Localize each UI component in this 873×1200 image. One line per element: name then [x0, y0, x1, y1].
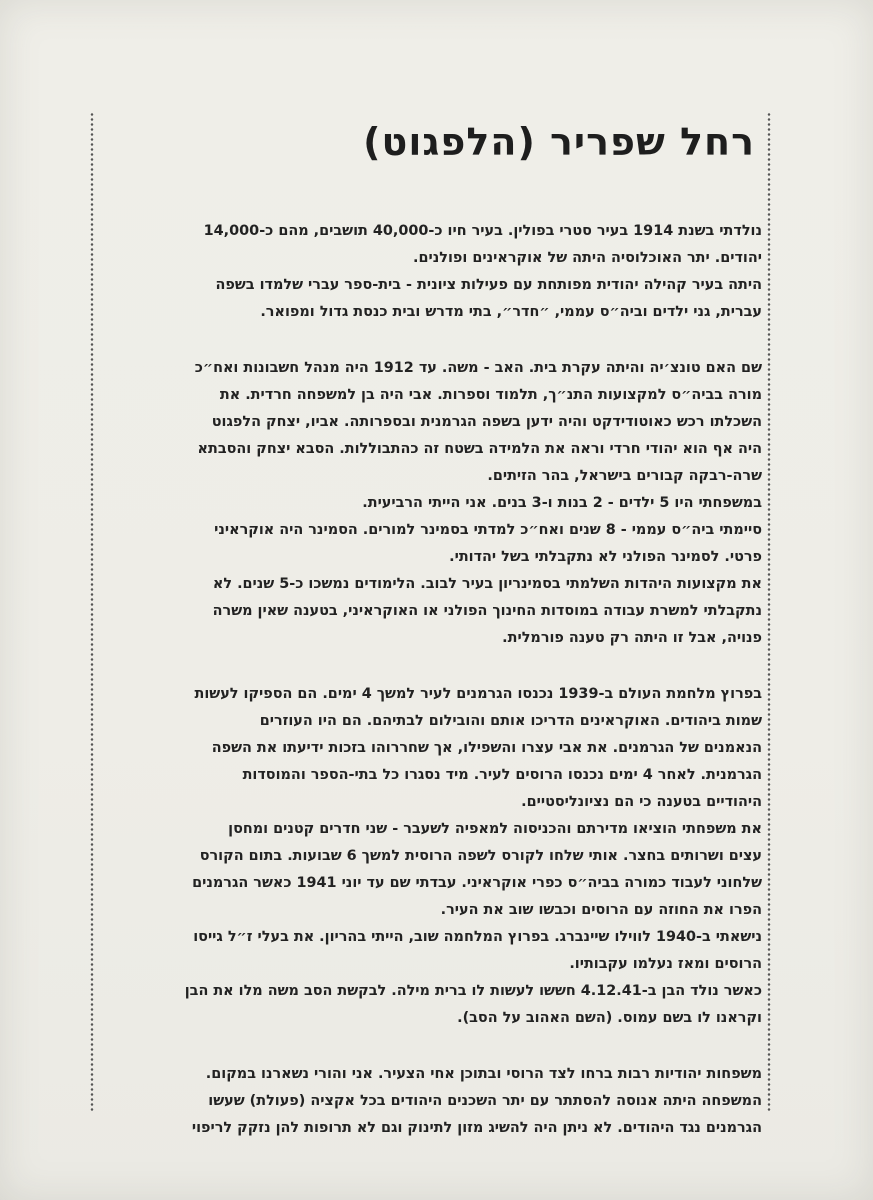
right-dotted-border — [766, 112, 772, 1112]
text-line: הגרמנים נגד היהודים. לא ניתן היה להשיג מזון לתינוק וגם לא תרופות להן נזקק לריפוי — [191, 1120, 762, 1136]
text-line: יהודים. יתר האוכלוסיה היתה של אוקראינים ופולנים. — [413, 250, 762, 266]
text-line: שלחוני לעבוד כמורה בביה״ס כפרי אוקראיני. עבדתי שם עד יוני 1941 כאשר הגרמנים — [192, 875, 762, 891]
text-line: כאשר נולד הבן ב-4.12.41 חששו לעשות לו ברית מילה. לבקשת הסב משה מלו את הבן — [184, 983, 762, 999]
text-line: עברית, גני ילדים וביה״ס עממי, ״חדר״, בתי מדרש ובית כנסת גדול ומפואר. — [260, 304, 762, 320]
text-line: עצים ושרותים בחצר. אותי שלחו לקורס לשפה הרוסית למשך 6 שבועות. בתום הקורס — [199, 848, 762, 864]
text-line: פנויה, אבל זו היתה רק טענה פורמלית. — [502, 630, 762, 646]
text-line: פרטי. לסמינר הפולני לא נתקבלתי בשל יהדותי. — [449, 549, 762, 565]
text-line: הרוסים ומאז נעלמו עקבותיו. — [569, 956, 762, 972]
text-line: נולדתי בשנת 1914 בעיר סטרי בפולין. בעיר חיו כ-40,000 תושבים, מהם כ-14,000 — [203, 223, 762, 239]
text-line: נישאתי ב-1940 לווילו שיינברג. בפרוץ המלחמה שוב, הייתי בהריון. את בעלי ז״ל גייסו — [193, 929, 762, 945]
paragraph-gap — [112, 652, 762, 681]
text-line: את משפחתי הוציאו מדירתם והכניסוה למאפיה לשעבר - שני חדרים קטנים ומחסן — [228, 821, 762, 837]
paragraph-gap — [112, 1032, 762, 1061]
left-dotted-border — [89, 112, 95, 1112]
text-line: משפחות יהודיות רבות ברחו לצד הרוסי ובתוכן אחי הצעיר. אני והורי נשארנו במקום. — [205, 1066, 762, 1082]
text-line: מורה בביה״ס למקצועות התנ״ך, תלמוד וספרות. אבי היה בן למשפחה חרדית. את — [219, 387, 762, 403]
text-line: היה אף הוא יהודי חרדי וראה את הלמידה בשטח זה כהתבוללות. הסבא יצחק והסבתא — [197, 441, 762, 457]
text-line: שם האם טונצ׳יה והיתה עקרת בית. האב - משה. עד 1912 היה מנהל חשבונות ואח״כ — [194, 360, 762, 376]
document-body — [112, 218, 762, 1142]
document-title: רחל שפריר (הלפגוט) — [363, 120, 755, 164]
text-line: שמות ביהודים. האוקראינים הדריכו אותם והובילום לבתיהם. הם היו העוזרים — [259, 713, 762, 729]
text-line: את מקצועות היהדות השלמתי בסמינריון בעיר לבוב. הלימודים נמשכו כ-5 שנים. לא — [212, 576, 762, 592]
text-line: סיימתי ביה״ס עממי - 8 שנים ואח״כ למדתי בסמינר למורים. הסמינר היה אוקראיני — [214, 522, 762, 538]
text-line: הגרמנית. לאחר 4 ימים נכנסו הרוסים לעיר. מיד נסגרו כל בתי-הספר והמוסדות — [242, 767, 762, 783]
text-line: וקראנו לו בשם עמוס. (השם האהוב על הסב). — [457, 1010, 762, 1026]
text-line: הנאמנים של הגרמנים. את אבי עצרו והשפילו, אך שחררוהו בזכות ידיעתו את השפה — [211, 740, 762, 756]
text-line: הפרו את החוזה עם הרוסים וכבשו שוב את העיר. — [440, 902, 762, 918]
text-line: בפרוץ מלחמת העולם ב-1939 נכנסו הגרמנים לעיר למשך 4 ימים. הם הספיקו לעשות — [194, 686, 762, 702]
text-line: השכלתו רכש כאוטודידקט והיה ידען בשפה הגרמנית ובספרותה. אביו, יצחק הלפגוט — [211, 414, 762, 430]
text-line: נתקבלתי למשרת עבודה במוסדות החינוך הפולני או האוקראיני, בטענה שאין משרה — [212, 603, 762, 619]
text-line: המשפחה היתה אנוסה להסתתר עם יתר השכנים היהודים בכל אקציה (פעולת) שעשו — [208, 1093, 762, 1109]
paragraph-gap — [112, 326, 762, 355]
text-line: שרה-רבקה קבורים בישראל, בהר הזיתים. — [487, 468, 762, 484]
text-line: היתה בעיר קהילה יהודית מפותחת עם פעילות ציונית - בית-ספר עברי שלמדו בשפה — [215, 277, 762, 293]
text-line: היהודיים בטענה כי הם נציונליסטיים. — [521, 794, 762, 810]
text-line: במשפחתי היו 5 ילדים - 2 בנות ו-3 בנים. אני הייתי הרביעית. — [362, 495, 762, 511]
